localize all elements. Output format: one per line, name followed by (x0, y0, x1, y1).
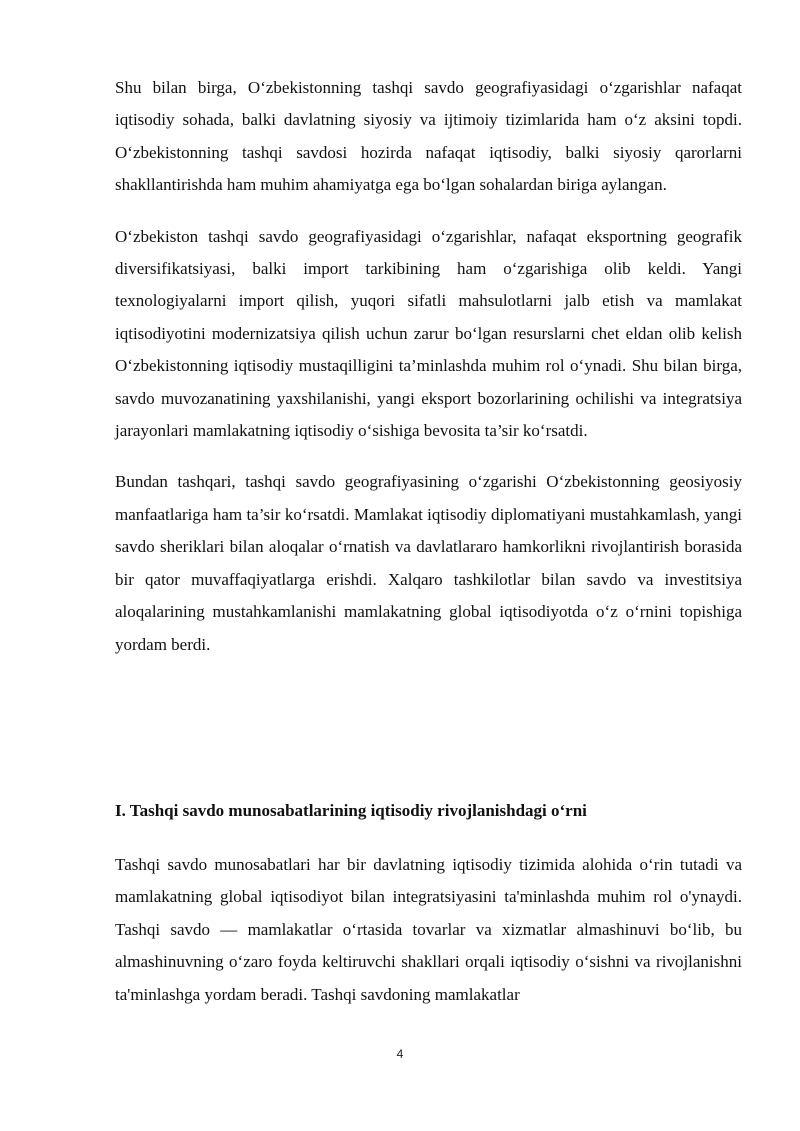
section-heading: I. Tashqi savdo munosabatlarining iqtisodiy rivojlanishdagi o‘rni (115, 801, 587, 820)
page-number: 4 (396, 1047, 404, 1061)
document-page (115, 72, 742, 1004)
paragraph-3: Bundan tashqari, tashqi savdo geografiyasining o‘zgarishi O‘zbekistonning geosiyosiy manfaatlariga ham ta’sir ko‘rsatdi. Mamlakat iqtisodiy diplomatiyani mustahkamlash, yangi savdo sheriklari bilan aloqalar o‘rnatish va davlatlararo hamkorlikni rivojlantirish borasida bir qator muvaffaqiyatlarga erishdi. Xalqaro tashkilotlar bilan savdo va investitsiya aloqalarining mustahkamlanishi mamlakatning global iqtisodiyotda o‘z o‘rnini topishiga yordam berdi. (115, 472, 742, 654)
section-paragraph: Tashqi savdo munosabatlari har bir davlatning iqtisodiy tizimida alohida o‘rin tutadi va mamlakatning global iqtisodiyot bilan integratsiyasini ta'minlashda muhim rol o'ynaydi. Tashqi savdo — mamlakatlar o‘rtasida tovarlar va xizmatlar almashinuvi bo‘lib, bu almashinuvning o‘zaro foyda keltiruvchi shakllari orqali iqtisodiy o‘sishni va rivojlanishni ta'minlashga yordam beradi. Tashqi savdoning mamlakatlar (115, 855, 742, 1004)
paragraph-1: Shu bilan birga, O‘zbekistonning tashqi savdo geografiyasidagi o‘zgarishlar nafaqat iqtisodiy sohada, balki davlatning siyosiy va ijtimoiy tizimlarida ham o‘z aksini topdi. O‘zbekistonning tashqi savdosi hozirda nafaqat iqtisodiy, balki siyosiy qarorlarni shakllantirishda ham muhim ahamiyatga ega bo‘lgan sohalardan biriga aylangan. (115, 78, 742, 195)
paragraph-2: O‘zbekiston tashqi savdo geografiyasidagi o‘zgarishlar, nafaqat eksportning geografik diversifikatsiyasi, balki import tarkibining ham o‘zgarishiga olib keldi. Yangi texnologiyalarni import qilish, yuqori sifatli mahsulotlarni jalb etish va mamlakat iqtisodiyotini modernizatsiya qilish uchun zarur bo‘lgan resurslarni chet eldan olib kelish O‘zbekistonning iqtisodiy mustaqilligini ta’minlashda muhim rol o‘ynadi. Shu bilan birga, savdo muvozanatining yaxshilanishi, yangi eksport bozorlarining ochilishi va integratsiya jarayonlari mamlakatning iqtisodiy o‘sishiga bevosita ta’sir ko‘rsatdi. (115, 226, 742, 441)
